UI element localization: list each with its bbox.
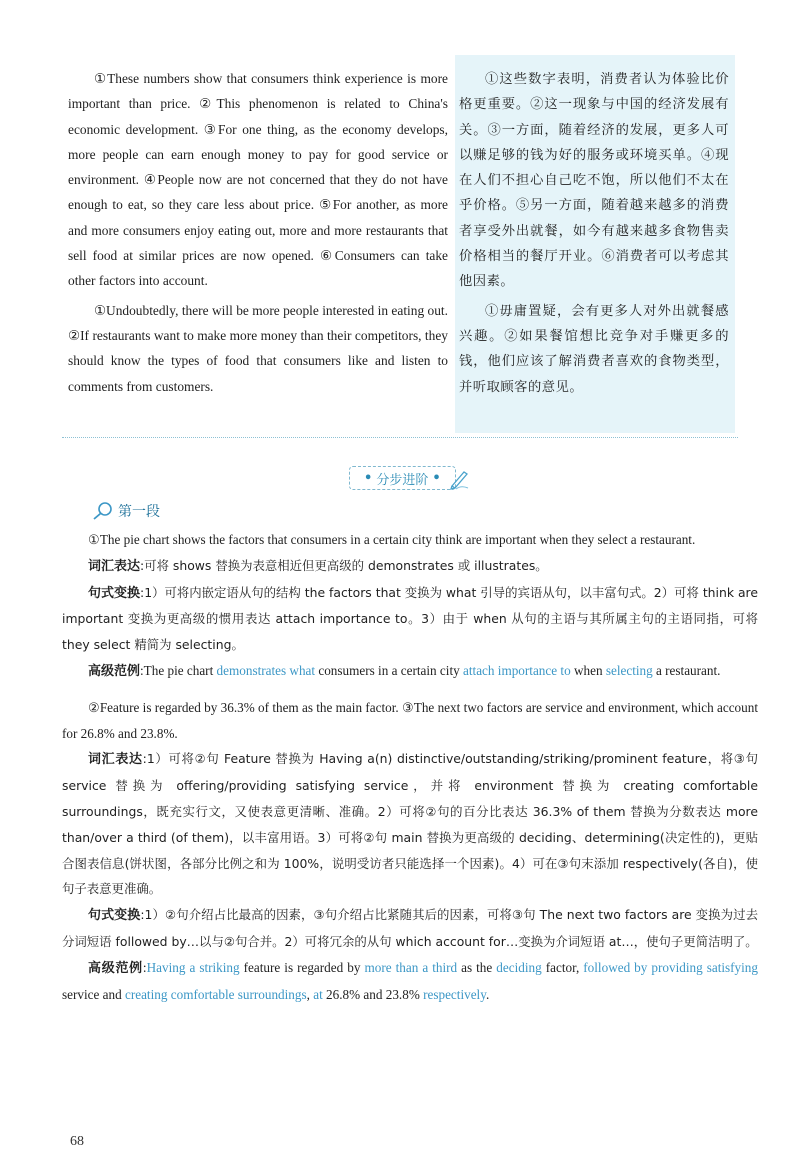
original-sentence-1: ①The pie chart shows the factors that consumers in a certain city think are important when they select a restaurant. xyxy=(88,532,696,547)
highlight-phrase: attach importance to xyxy=(463,662,571,678)
english-paragraph-1: ①These numbers show that consumers think experience is more important than price. ②This phenomenon is related to China's economic development. ③For one thing, as the economy develops, more people can earn enough money to pay for good service or environment. ④People now are not concerned that they do not have enough to eat, so they care less about price. ⑤For another, as more and more consumers enjoy eating out, more and more restaurants that sell food at similar prices are now opened. ⑥Consumers can take other factors into account. xyxy=(68,71,448,289)
chinese-paragraph-1: ①这些数字表明，消费者认为体验比价格更重要。②这一现象与中国的经济发展有关。③一方面，随着经济的发展，更多人可以赚足够的钱为好的服务或环境买单。④现在人们不担心自己吃不饱，所以他们不太在乎价格。⑤另一方面，随着越来越多的消费者享受外出就餐，如今有越来越多食物售卖价格相当的餐厅开业。⑥消费者可以考虑其他因素。 xyxy=(459,72,729,290)
example-label: 高级范例 xyxy=(88,663,141,679)
pattern-label: 句式变换 xyxy=(88,908,141,924)
pattern-note-2 xyxy=(62,902,758,955)
example-text: . xyxy=(485,986,490,1002)
vocab-label: 词汇表达 xyxy=(88,752,143,768)
example-text: a restaurant. xyxy=(652,662,721,678)
highlight-phrase: selecting xyxy=(605,662,653,678)
highlight-phrase: deciding xyxy=(496,959,542,975)
highlight-phrase: at xyxy=(313,986,323,1002)
highlight-phrase: demonstrates what xyxy=(216,662,316,678)
example-text: , xyxy=(306,986,314,1002)
english-paragraph-2: ①Undoubtedly, there will be more people interested in eating out. ②If restaurants want to make more money than their competitors, they should know the types of food that consumers like and listen to comments from customers. xyxy=(68,302,448,394)
example-text: :The pie chart xyxy=(140,662,217,678)
vocab-note-2 xyxy=(62,746,758,902)
example-text: feature is regarded by xyxy=(239,959,365,975)
pattern-text: :1）②句介绍占比最高的因素，③句介绍占比紧随其后的因素，可将③句 The next two factors are 变换为过去分词短语 followed by…以与②句合并。2）可将冗余的从句 which account for…变换为介词短语 at…，使句子更简洁明了。 xyxy=(62,907,758,949)
top-section xyxy=(0,0,800,440)
example-text: 26.8% and 23.8% xyxy=(322,986,424,1002)
highlight-phrase: more than a third xyxy=(364,959,458,975)
badge-dot-right: • xyxy=(432,470,441,486)
pattern-label: 句式变换 xyxy=(88,585,141,601)
section-heading xyxy=(92,500,160,522)
badge-dot-left: • xyxy=(364,470,373,486)
highlight-phrase: creating comfortable surroundings xyxy=(124,986,307,1002)
vocab-text: :可将 shows 替换为表意相近但更高级的 demonstrates 或 illustrates。 xyxy=(140,557,548,573)
example-text: service and xyxy=(62,986,125,1002)
section-divider xyxy=(62,437,738,438)
step-progress-badge xyxy=(349,466,456,490)
section-title: 第一段 xyxy=(118,504,160,520)
chinese-paragraph-2: ①毋庸置疑，会有更多人对外出就餐感兴趣。②如果餐馆想比竞争对手赚更多的钱，他们应该了解消费者喜欢的食物类型，并听取顾客的意见。 xyxy=(459,303,729,395)
example-text: as the xyxy=(457,959,497,975)
highlight-phrase: Having a striking xyxy=(146,959,240,975)
example-text: when xyxy=(570,662,606,678)
chinese-translation-panel xyxy=(455,55,735,433)
main-content xyxy=(62,527,758,1007)
pen-icon xyxy=(448,468,472,490)
example-note-1 xyxy=(62,658,758,685)
highlight-phrase: followed by providing satisfying xyxy=(583,959,758,975)
example-text: consumers in a certain city xyxy=(315,662,464,678)
original-sentence-2: ②Feature is regarded by 36.3% of them as the main factor. ③The next two factors are service and environment, which account for 26.8% and 23.8%. xyxy=(62,699,758,741)
badge-label: 分步进阶 xyxy=(376,472,429,488)
vocab-label: 词汇表达 xyxy=(88,558,141,574)
pattern-note-1 xyxy=(62,580,758,658)
example-label: 高级范例 xyxy=(88,960,143,976)
english-column xyxy=(68,66,448,399)
example-text: factor, xyxy=(541,959,584,975)
vocab-note-1 xyxy=(62,553,758,580)
highlight-phrase: respectively xyxy=(423,986,486,1002)
pattern-text: :1）可将内嵌定语从句的结构 the factors that 变换为 what 引导的宾语从句，以丰富句式。2）可将 think are important 变换为更高级的惯用表达 attach importance to。3）由于 when 从句的主语与其所属主句的主语同指，可将 they select 精简为 selecting。 xyxy=(62,584,758,653)
example-note-2: 高级范例:Having a striking feature is regarded by more than a third as the deciding factor, followed by providing satisfying service and creating comfortable surroundings, at 26.8% and 23.8% respectively. xyxy=(62,959,758,1002)
page-number: 68 xyxy=(70,1134,84,1149)
vocab-text: :1）可将②句 Feature 替换为 Having a(n) distinctive/outstanding/striking/prominent feature，将③句 service 替换为 offering/providing satisfying service，并将 environment 替换为 creating comfortable surroundings，既充实行文，又使表意更清晰、准确。2）可将②句的百分比表达 36.3% of them 替换为分数表达 more than/over a third (of them)，以丰富用语。3）可将②句 main 替换为更高级的 deciding、determining(决定性的)，更贴合图表信息(饼状图，各部分比例之和为 100%，说明受访者只能选择一个因素)。4）可在③句末添加 respectively(各自)，使句子表意更准确。 xyxy=(62,751,758,897)
search-icon xyxy=(92,501,114,521)
